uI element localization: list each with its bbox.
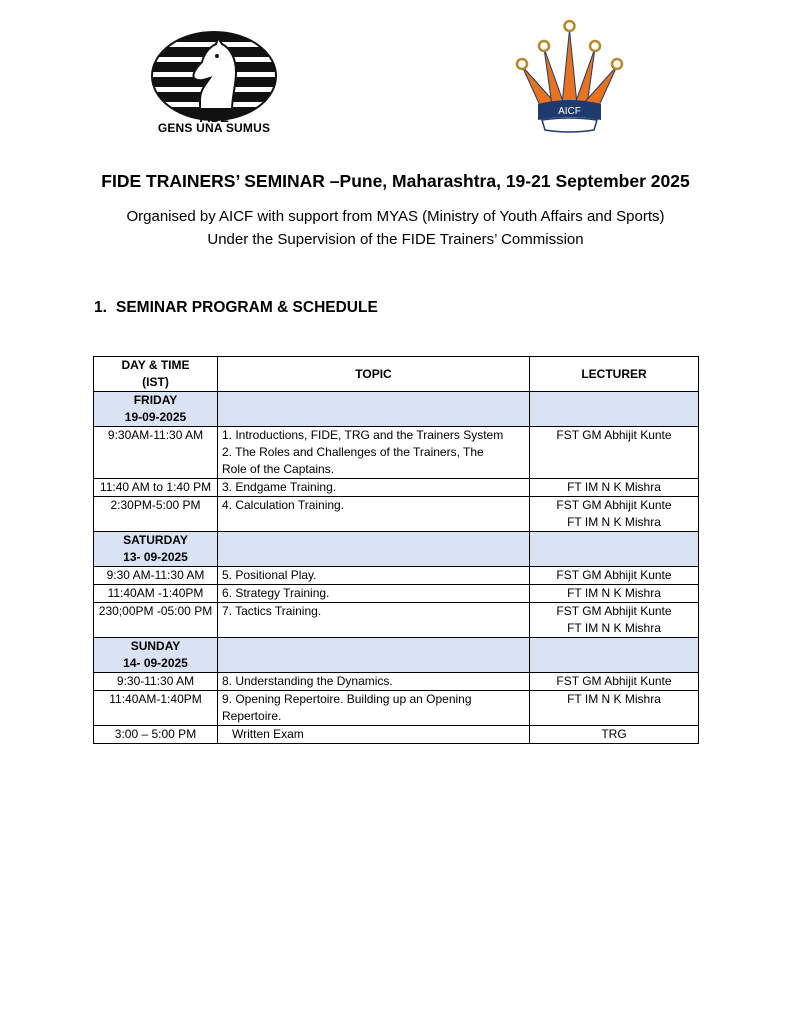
topic-line: Repertoire. <box>222 709 282 723</box>
section-heading <box>94 299 378 317</box>
day-cell <box>94 638 218 673</box>
lecturer-line: FT IM N K Mishra <box>567 586 661 600</box>
day-row <box>94 532 699 567</box>
fide-motto: GENS UNA SUMUS <box>157 121 271 135</box>
topic-line: 3. Endgame Training. <box>222 480 337 494</box>
table-row <box>94 585 699 603</box>
topic-cell <box>218 726 530 744</box>
lecturer-cell <box>530 603 699 638</box>
topic-cell <box>218 427 530 479</box>
lecturer-cell <box>530 427 699 479</box>
topic-cell <box>218 585 530 603</box>
lecturer-line: FST GM Abhijit Kunte <box>556 568 672 582</box>
organised-by-line: Organised by AICF with support from MYAS (Ministry of Youth Affairs and Sports) <box>126 208 665 225</box>
table-header-row <box>94 357 699 392</box>
table-row <box>94 497 699 532</box>
table-row <box>94 427 699 479</box>
topic-line: 7. Tactics Training. <box>222 604 322 618</box>
topic-line: 8. Understanding the Dynamics. <box>222 674 393 688</box>
topic-line: 6. Strategy Training. <box>222 586 330 600</box>
table-row <box>94 603 699 638</box>
day-row <box>94 392 699 427</box>
topic-cell <box>218 603 530 638</box>
time-cell: 230;00PM -05:00 PM <box>94 603 218 638</box>
time-cell: 9:30 AM-11:30 AM <box>94 567 218 585</box>
topic-cell <box>218 497 530 532</box>
table-row <box>94 567 699 585</box>
lecturer-cell <box>530 567 699 585</box>
time-cell: 9:30AM-11:30 AM <box>94 427 218 479</box>
time-cell: 3:00 – 5:00 PM <box>94 726 218 744</box>
header-day-time-line2: (IST) <box>142 375 169 389</box>
day-name: FRIDAY <box>133 393 178 407</box>
header-topic: TOPIC <box>218 357 530 392</box>
day-cell <box>94 392 218 427</box>
topic-line: 2. The Roles and Challenges of the Trainers, The <box>222 445 484 459</box>
section-title: SEMINAR PROGRAM & SCHEDULE <box>116 299 378 316</box>
lecturer-cell <box>530 691 699 726</box>
topic-cell <box>218 673 530 691</box>
day-cell <box>94 532 218 567</box>
lecturer-cell <box>530 585 699 603</box>
lecturer-line: FT IM N K Mishra <box>567 621 661 635</box>
header-day-time-line1: DAY & TIME <box>121 358 190 372</box>
topic-cell <box>218 479 530 497</box>
header-day-time <box>94 357 218 392</box>
table-row <box>94 691 699 726</box>
day-date: 13- 09-2025 <box>123 550 188 564</box>
day-date: 19-09-2025 <box>124 410 187 424</box>
topic-line: 4. Calculation Training. <box>222 498 345 512</box>
supervision-line: Under the Supervision of the FIDE Trainers’ Commission <box>207 231 584 248</box>
topic-line: Written Exam <box>222 727 304 741</box>
section-number: 1. <box>94 299 107 316</box>
table-row <box>94 479 699 497</box>
page-title: FIDE TRAINERS’ SEMINAR –Pune, Maharashtra, 19-21 September 2025 <box>101 171 690 191</box>
table-row <box>94 726 699 744</box>
header-lecturer: LECTURER <box>530 357 699 392</box>
fide-logo-text: FIDE <box>199 110 229 125</box>
lecturer-line: FST GM Abhijit Kunte <box>556 674 672 688</box>
lecturer-line: FT IM N K Mishra <box>567 692 661 706</box>
lecturer-cell <box>530 673 699 691</box>
lecturer-cell <box>530 497 699 532</box>
time-cell: 11:40 AM to 1:40 PM <box>94 479 218 497</box>
lecturer-cell <box>530 726 699 744</box>
schedule-table <box>93 356 699 744</box>
lecturer-line: FT IM N K Mishra <box>567 515 661 529</box>
time-cell: 9:30-11:30 AM <box>94 673 218 691</box>
topic-cell <box>218 691 530 726</box>
time-cell: 11:40AM-1:40PM <box>94 691 218 726</box>
topic-line: Role of the Captains. <box>222 462 335 476</box>
lecturer-line: FST GM Abhijit Kunte <box>556 428 672 442</box>
topic-line: 1. Introductions, FIDE, TRG and the Trainers System <box>222 428 504 442</box>
topic-line: 5. Positional Play. <box>222 568 317 582</box>
day-name: SUNDAY <box>130 639 181 653</box>
lecturer-line: FST GM Abhijit Kunte <box>556 604 672 618</box>
time-cell: 11:40AM -1:40PM <box>94 585 218 603</box>
day-row <box>94 638 699 673</box>
aicf-logo <box>512 18 627 138</box>
lecturer-line: FT IM N K Mishra <box>567 480 661 494</box>
lecturer-cell <box>530 479 699 497</box>
time-cell: 2:30PM-5:00 PM <box>94 497 218 532</box>
topic-cell <box>218 567 530 585</box>
day-name: SATURDAY <box>123 533 188 547</box>
aicf-logo-text: AICF <box>558 106 581 117</box>
topic-line: 9. Opening Repertoire. Building up an Opening <box>222 692 472 706</box>
table-row <box>94 673 699 691</box>
lecturer-line: FST GM Abhijit Kunte <box>556 498 672 512</box>
lecturer-line: TRG <box>601 727 627 741</box>
day-date: 14- 09-2025 <box>123 656 188 670</box>
